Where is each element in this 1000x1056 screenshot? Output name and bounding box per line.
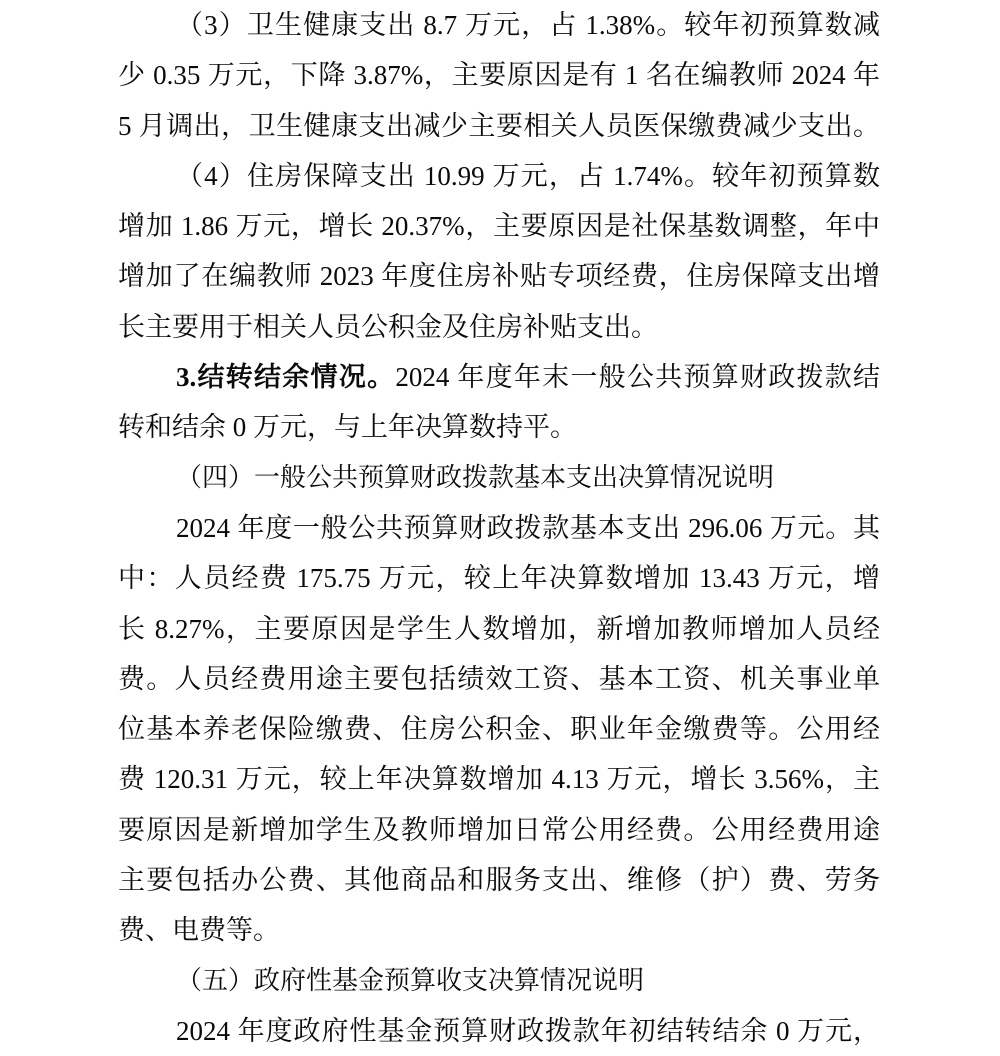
paragraph-health-expenditure (118, 0, 880, 151)
text-line: 费、电费等。 (118, 915, 280, 946)
carryover-bold-lead: 3.结转结余情况。 (176, 362, 396, 393)
text-line: 位基本养老保险缴费、住房公积金、职业年金缴费等。公用经 (118, 714, 880, 745)
text-line: （3）卫生健康支出 8.7 万元，占 1.38%。较年初预算数减 (176, 10, 880, 40)
text-line (118, 352, 880, 402)
section-heading-basic-expenditure (118, 453, 880, 503)
text-line: 增加了在编教师 2023 年度住房补贴专项经费，住房保障支出增 (118, 261, 880, 292)
paragraph-gov-fund-carryover (118, 1006, 880, 1056)
text-line: 2024 年度政府性基金预算财政拨款年初结转结余 0 万元， (176, 1015, 880, 1046)
text-line: 中：人员经费 175.75 万元，较上年决算数增加 13.43 万元，增 (118, 563, 880, 594)
text-line: 费 120.31 万元，较上年决算数增加 4.13 万元，增长 3.56%，主 (118, 764, 880, 795)
paragraph-basic-expenditure-detail (118, 503, 880, 956)
paragraph-carryover-balance (118, 352, 880, 453)
text-line: （4）住房保障支出 10.99 万元，占 1.74%。较年初预算数 (176, 160, 880, 191)
text-line: 5 月调出，卫生健康支出减少主要相关人员医保缴费减少支出。 (118, 110, 880, 141)
text-line: 主要包括办公费、其他商品和服务支出、维修（护）费、劳务 (118, 865, 880, 896)
text-line: 长 8.27%，主要原因是学生人数增加，新增加教师增加人员经 (118, 613, 880, 644)
paragraph-housing-expenditure (118, 151, 880, 352)
text-line: 少 0.35 万元，下降 3.87%，主要原因是有 1 名在编教师 2024 年 (118, 60, 880, 91)
text-line: 费。人员经费用途主要包括绩效工资、基本工资、机关事业单 (118, 663, 880, 694)
section-heading-gov-fund (118, 956, 880, 1006)
section-heading-text: （五）政府性基金预算收支决算情况说明 (176, 965, 645, 995)
text-line: 增加 1.86 万元，增长 20.37%，主要原因是社保基数调整，年中 (118, 211, 880, 242)
section-heading-text: （四）一般公共预算财政拨款基本支出决算情况说明 (176, 462, 775, 492)
text-line: 2024 年度一般公共预算财政拨款基本支出 296.06 万元。其 (176, 512, 880, 543)
text-line: 要原因是新增加学生及教师增加日常公用经费。公用经费用途 (118, 814, 880, 845)
carryover-lead-rest: 2024 年度年末一般公共预算财政拨款结 (395, 362, 880, 393)
text-line: 长主要用于相关人员公积金及住房补贴支出。 (118, 311, 658, 342)
text-line: 转和结余 0 万元，与上年决算数持平。 (118, 412, 577, 443)
